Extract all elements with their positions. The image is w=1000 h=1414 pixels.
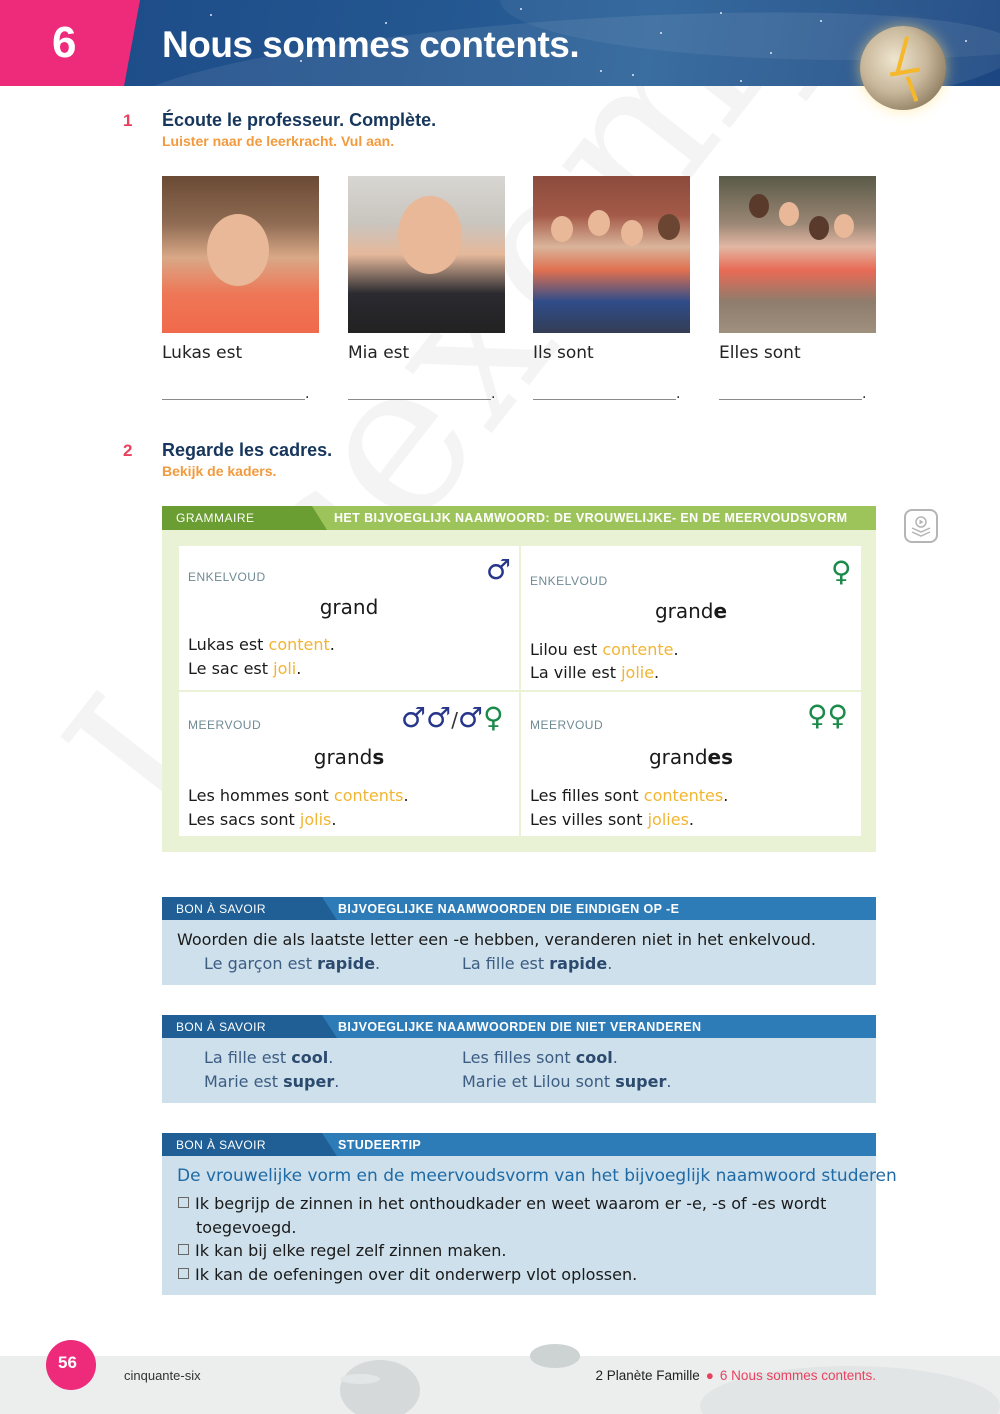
- adjective-ending: e: [713, 599, 728, 623]
- checklist-item: [178, 1194, 826, 1213]
- sentence-text: Marie est: [204, 1072, 284, 1091]
- example-sentence: [462, 1048, 618, 1067]
- info-header-bar: [162, 1015, 876, 1038]
- example-sentence: [462, 954, 612, 973]
- fill-in-label: Ils sont: [533, 343, 594, 363]
- grammar-header-bar: [162, 506, 876, 530]
- sentence-end: .: [723, 786, 729, 805]
- sentence-text: Les sacs sont: [188, 810, 300, 829]
- rock-decoration: [530, 1344, 580, 1368]
- sentence-text: Lilou est: [530, 640, 603, 659]
- sentence-end: .: [688, 810, 694, 829]
- number-label: ENKELVOUD: [530, 574, 608, 588]
- grammar-tag-label: GRAMMAIRE: [176, 511, 255, 525]
- cracked-planet-icon: [860, 26, 946, 110]
- footer-breadcrumb: [595, 1368, 876, 1383]
- boy-in-orange-shirt-photo: [162, 176, 319, 333]
- highlighted-adjective: contents: [333, 786, 404, 805]
- sentence-period: .: [676, 386, 681, 402]
- exercise-2-number: 2: [123, 441, 133, 460]
- girls-on-slide-photo: [719, 176, 876, 333]
- sentence-end: .: [328, 1048, 334, 1067]
- sentence-text: Les filles sont: [530, 786, 644, 805]
- info-title: BIJVOEGLIJKE NAAMWOORDEN DIE NIET VERANDEREN: [338, 1020, 702, 1034]
- grammar-title: HET BIJVOEGLIJK NAAMWOORD: DE VROUWELIJKE- EN DE MEERVOUDSVORM: [334, 511, 848, 525]
- adjective-ending: s: [372, 745, 385, 769]
- separator-dot: ●: [705, 1368, 714, 1383]
- example-sentence: [530, 784, 728, 808]
- grammar-cell-singular-feminine: [521, 546, 861, 690]
- exercise-2-title: Regarde les cadres.: [162, 440, 333, 460]
- sentence-text: Les filles sont: [462, 1048, 576, 1067]
- grammar-cell-singular-masculine: [179, 546, 519, 690]
- sentence-text: Marie et Lilou sont: [462, 1072, 616, 1091]
- page-footer: [0, 1356, 1000, 1414]
- example-sentence: [530, 638, 679, 662]
- page-number: 56: [58, 1353, 77, 1372]
- example-sentence: [188, 808, 336, 832]
- checklist-text: Ik kan bij elke regel zelf zinnen maken.: [195, 1241, 507, 1260]
- bold-adjective: cool: [575, 1048, 613, 1067]
- male-male-icon: ♂♂: [401, 701, 452, 734]
- female-female-icon: ♀♀: [807, 699, 849, 732]
- page-number-badge: [46, 1340, 96, 1390]
- example-sentence: [530, 661, 659, 685]
- example-sentence: [188, 657, 301, 681]
- star-decoration: [820, 20, 822, 22]
- info-title: BIJVOEGLIJKE NAAMWOORDEN DIE EINDIGEN OP -E: [338, 902, 680, 916]
- sentence-end: .: [329, 635, 335, 654]
- number-label: MEERVOUD: [530, 718, 604, 732]
- answer-blank-elles[interactable]: [719, 399, 862, 400]
- info-header-bar: [162, 897, 876, 920]
- sentence-period: .: [305, 386, 310, 402]
- bold-adjective: rapide: [317, 954, 376, 973]
- checkbox[interactable]: [178, 1268, 189, 1279]
- chapter-number: 6: [52, 18, 77, 67]
- adjective-form: [179, 745, 519, 769]
- chapter-label: 6 Nous sommes contents.: [719, 1368, 876, 1383]
- adjective-form: [521, 599, 861, 623]
- adjective-stem: grand: [319, 595, 379, 619]
- number-label: ENKELVOUD: [188, 570, 266, 584]
- adjective-stem: grand: [313, 745, 373, 769]
- sentence-period: .: [862, 386, 867, 402]
- example-sentence: [204, 954, 380, 973]
- unit-label: 2 Planète Famille: [595, 1368, 700, 1383]
- star-decoration: [210, 14, 212, 16]
- sentence-end: .: [666, 1072, 672, 1091]
- highlighted-adjective: contente: [602, 640, 674, 659]
- fill-in-label: Lukas est: [162, 343, 243, 363]
- fill-in-label: Mia est: [348, 343, 410, 363]
- female-icon: ♀: [831, 555, 852, 588]
- bold-adjective: super: [615, 1072, 667, 1091]
- checklist-item-continuation: toegevoegd.: [196, 1218, 297, 1237]
- exercise-1-number: 1: [123, 111, 133, 130]
- number-label: MEERVOUD: [188, 718, 262, 732]
- sentence-end: .: [612, 1048, 618, 1067]
- sentence-text: Le garçon est: [204, 954, 318, 973]
- sentence-end: .: [607, 954, 613, 973]
- female-icon: ♀: [483, 701, 504, 734]
- star-decoration: [770, 52, 772, 54]
- sentence-period: .: [491, 386, 496, 402]
- info-tag-label: BON À SAVOIR: [176, 902, 266, 916]
- smiling-girl-photo: [348, 176, 505, 333]
- sentence-end: .: [296, 659, 302, 678]
- star-decoration: [520, 8, 522, 10]
- checkbox[interactable]: [178, 1244, 189, 1255]
- sentence-text: La ville est: [530, 663, 622, 682]
- sentence-end: .: [654, 663, 660, 682]
- slash-separator: /: [451, 708, 458, 732]
- male-icon: ♂: [457, 701, 484, 734]
- star-decoration: [660, 32, 662, 34]
- rock-decoration: [340, 1374, 380, 1384]
- info-tag-label: BON À SAVOIR: [176, 1020, 266, 1034]
- checklist-text: Ik kan de oefeningen over dit onderwerp vlot oplossen.: [195, 1265, 638, 1284]
- answer-blank-lukas[interactable]: [162, 399, 305, 400]
- highlighted-adjective: jolis: [299, 810, 332, 829]
- example-sentence: [188, 784, 409, 808]
- page-title: Nous sommes contents.: [162, 24, 580, 65]
- adjective-stem: grand: [648, 745, 708, 769]
- info-box-adjectives-ending-e: [162, 897, 876, 985]
- grammar-box: [162, 506, 876, 852]
- sentence-text: Les villes sont: [530, 810, 648, 829]
- highlighted-adjective: contentes: [643, 786, 724, 805]
- sentence-text: Le sac est: [188, 659, 274, 678]
- sentence-text: La fille est: [204, 1048, 292, 1067]
- exercise-1-title: Écoute le professeur. Complète.: [162, 110, 437, 130]
- grammar-cell-plural-feminine: [521, 692, 861, 836]
- highlighted-adjective: jolie: [621, 663, 655, 682]
- adjective-ending: es: [707, 745, 733, 769]
- star-decoration: [720, 12, 722, 14]
- checklist-item: [178, 1265, 637, 1284]
- bold-adjective: super: [283, 1072, 335, 1091]
- star-decoration: [600, 70, 602, 72]
- grammar-cell-plural-masculine: [179, 692, 519, 836]
- sentence-end: .: [334, 1072, 340, 1091]
- sentence-text: La fille est: [462, 954, 550, 973]
- exercise-1-subtitle: Luister naar de leerkracht. Vul aan.: [162, 133, 395, 149]
- sentence-end: .: [673, 640, 679, 659]
- example-sentence: [462, 1072, 671, 1091]
- rock-decoration: [340, 1360, 420, 1414]
- study-tip-title: De vrouwelijke vorm en de meervoudsvorm van het bijvoeglijk naamwoord studeren: [177, 1166, 897, 1186]
- checklist-item: [178, 1241, 507, 1260]
- adjective-stem: grand: [654, 599, 714, 623]
- male-male-or-male-female-icon: [401, 701, 504, 734]
- example-sentence: [204, 1048, 333, 1067]
- info-box-study-tip: [162, 1133, 897, 1295]
- sentence-end: .: [375, 954, 381, 973]
- exercise-2-subtitle: Bekijk de kaders.: [162, 463, 277, 479]
- example-sentence: [204, 1072, 339, 1091]
- example-sentence: [530, 808, 694, 832]
- checkbox[interactable]: [178, 1197, 189, 1208]
- sentence-text: Lukas est: [188, 635, 269, 654]
- highlighted-adjective: jolies: [647, 810, 689, 829]
- info-title: STUDEERTIP: [338, 1138, 422, 1152]
- star-decoration: [740, 80, 742, 82]
- group-of-children-photo: [533, 176, 690, 333]
- star-decoration: [632, 74, 634, 76]
- sentence-end: .: [331, 810, 337, 829]
- page-number-words: cinquante-six: [124, 1368, 201, 1383]
- bold-adjective: rapide: [549, 954, 608, 973]
- adjective-form: [179, 595, 519, 619]
- answer-blank-ils[interactable]: [533, 399, 676, 400]
- highlighted-adjective: joli: [273, 659, 297, 678]
- male-icon: ♂: [486, 553, 512, 586]
- star-decoration: [965, 40, 967, 42]
- highlighted-adjective: content: [268, 635, 330, 654]
- example-sentence: [188, 633, 335, 657]
- info-tag-label: BON À SAVOIR: [176, 1138, 266, 1152]
- video-play-icon[interactable]: [904, 509, 938, 543]
- bold-adjective: cool: [291, 1048, 329, 1067]
- sentence-end: .: [403, 786, 409, 805]
- fill-in-label: Elles sont: [719, 343, 801, 363]
- adjective-form: [521, 745, 861, 769]
- info-box-invariable-adjectives: [162, 1015, 876, 1103]
- answer-blank-mia[interactable]: [348, 399, 491, 400]
- sentence-text: Les hommes sont: [188, 786, 334, 805]
- checklist-text: Ik begrijp de zinnen in het onthoudkader en weet waarom er -e, -s of -es wordt: [195, 1194, 827, 1213]
- info-text: Woorden die als laatste letter een -e hebben, veranderen niet in het enkelvoud.: [177, 930, 817, 949]
- page-header: [0, 0, 1000, 86]
- info-header-bar: [162, 1133, 876, 1156]
